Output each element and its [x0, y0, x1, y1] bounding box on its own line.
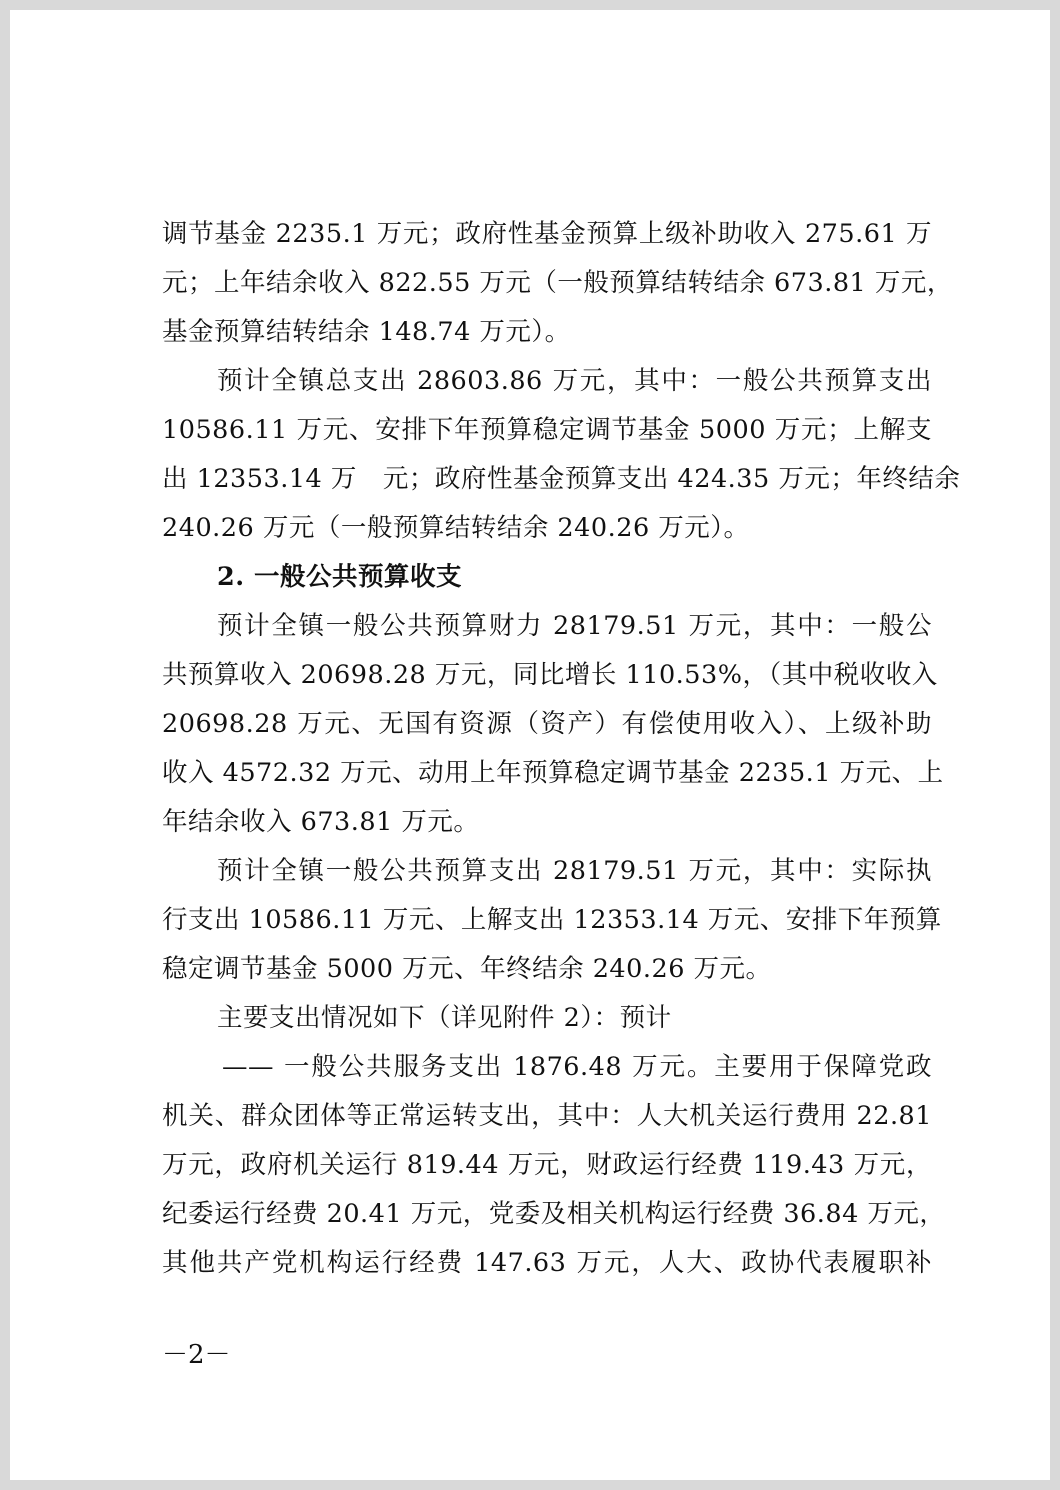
text-line: —— 一般公共服务支出 1876.48 万元。主要用于保障党政: [222, 1052, 932, 1082]
text-line: 其他共产党机构运行经费 147.63 万元，人大、政协代表履职补: [162, 1248, 932, 1278]
text-line: 稳定调节基金 5000 万元、年终结余 240.26 万元。: [162, 954, 772, 984]
text-line: 调节基金 2235.1 万元；政府性基金预算上级补助收入 275.61 万: [162, 219, 932, 249]
text-line: 共预算收入 20698.28 万元，同比增长 110.53%，（其中税收收入: [162, 660, 938, 690]
text-line: 预计全镇总支出 28603.86 万元，其中：一般公共预算支出: [217, 366, 932, 396]
text-line: 240.26 万元（一般预算结转结余 240.26 万元）。: [162, 513, 750, 543]
page-number: －2－: [162, 1340, 231, 1370]
text-line: 纪委运行经费 20.41 万元，党委及相关机构运行经费 36.84 万元，: [162, 1199, 946, 1229]
text-line: 10586.11 万元、安排下年预算稳定调节基金 5000 万元；上解支: [162, 415, 932, 445]
text-line: 基金预算结转结余 148.74 万元）。: [162, 317, 571, 347]
text-line: 万元，政府机关运行 819.44 万元，财政运行经费 119.43 万元，: [162, 1150, 932, 1180]
text-line: 主要支出情况如下（详见附件 2）：预计: [217, 1003, 672, 1033]
text-line: 出 12353.14 万 元；政府性基金预算支出 424.35 万元；年终结余: [162, 464, 961, 494]
text-line: 收入 4572.32 万元、动用上年预算稳定调节基金 2235.1 万元、上: [162, 758, 944, 788]
text-line: 预计全镇一般公共预算支出 28179.51 万元，其中：实际执: [217, 856, 932, 886]
section-heading: 2. 一般公共预算收支: [217, 562, 462, 592]
text-line: 行支出 10586.11 万元、上解支出 12353.14 万元、安排下年预算: [162, 905, 942, 935]
text-line: 元；上年结余收入 822.55 万元（一般预算结转结余 673.81 万元，: [162, 268, 953, 298]
text-line: 预计全镇一般公共预算财力 28179.51 万元，其中：一般公: [217, 611, 932, 641]
text-line: 机关、群众团体等正常运转支出，其中：人大机关运行费用 22.81: [162, 1101, 932, 1131]
text-line: 年结余收入 673.81 万元。: [162, 807, 480, 837]
text-line: 20698.28 万元、无国有资源（资产）有偿使用收入）、上级补助: [162, 709, 932, 739]
document-page: [10, 10, 1050, 1480]
